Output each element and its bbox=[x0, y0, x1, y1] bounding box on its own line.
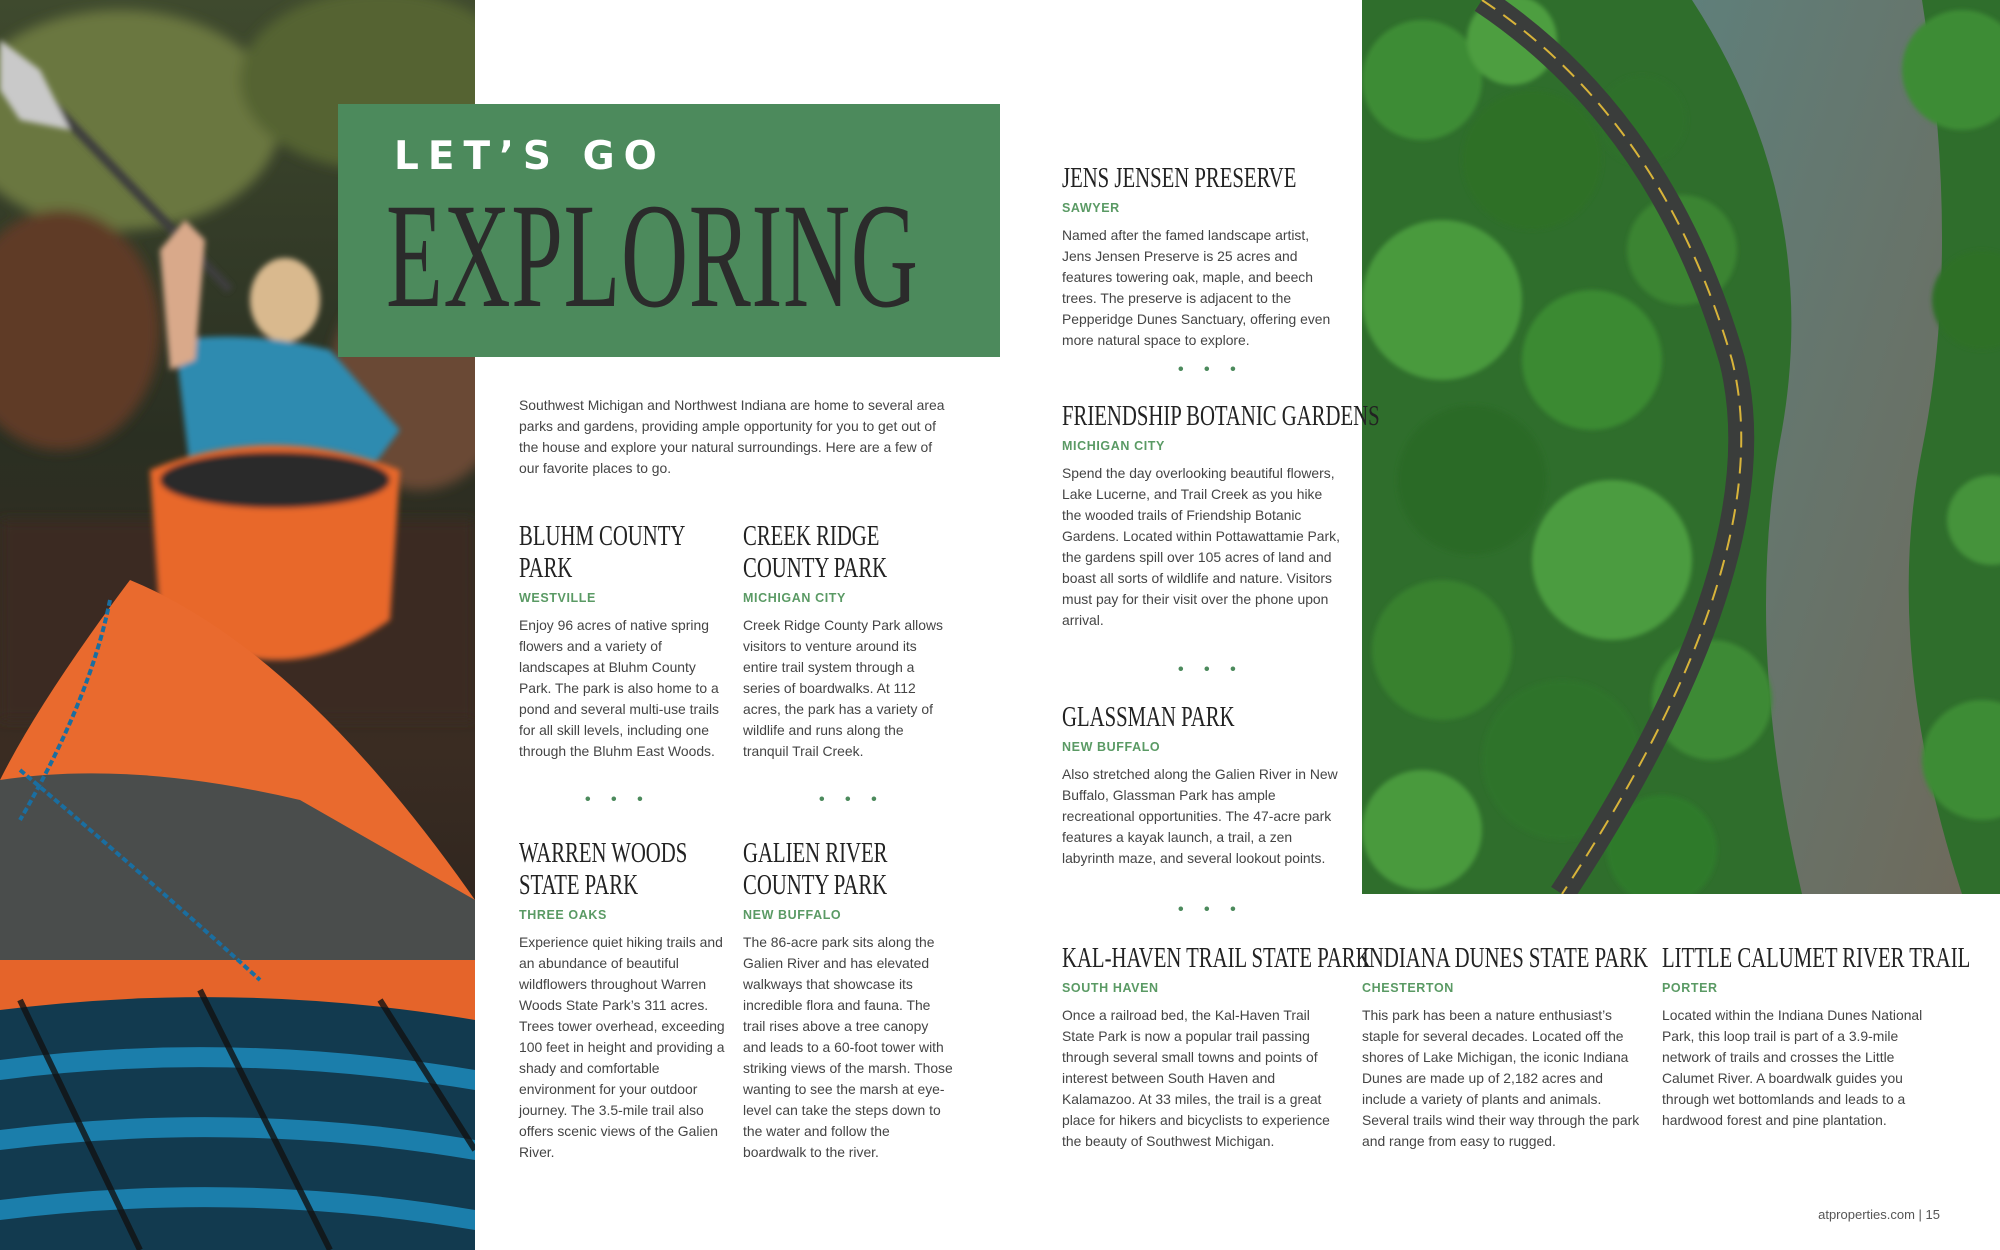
intro-paragraph: Southwest Michigan and Northwest Indiana are home to several area parks and gardens, providing ample opportunity for you to get out of the house and explore your natural surroundings. Here are a few of our favorite places to go. bbox=[519, 397, 945, 476]
park-description: This park has been a nature enthusiast’s staple for several decades. Located off the shores of Lake Michigan, the iconic Indiana Dunes are made up of 2,182 acres and include a variety of plants and animals. Several trails wind their way through the park and range from easy to rugged. bbox=[1362, 1007, 1640, 1149]
park-location: MICHIGAN CITY bbox=[743, 591, 846, 605]
park-title: GALIEN RIVER COUNTY PARK bbox=[743, 838, 888, 901]
separator-dots: • • • bbox=[819, 791, 885, 808]
park-location: NEW BUFFALO bbox=[1062, 740, 1161, 754]
park-description: Located within the Indiana Dunes National Park, this loop trail is part of a 3.9-mile network of trails and crosses the Little Calumet River. A boardwalk guides you through wet bottomlands and leads to a hardwood forest and pine plantation. bbox=[1662, 1007, 1923, 1128]
park-location: SOUTH HAVEN bbox=[1062, 981, 1159, 995]
park-entry-bluhm bbox=[519, 521, 729, 762]
park-description: Enjoy 96 acres of native spring flowers and a variety of landscapes at Bluhm County Park. The park is also home to a pond and several multi-use trails for all skill levels, including one through the Bluhm East Woods. bbox=[519, 617, 719, 759]
park-entry-friendship-botanic bbox=[1062, 401, 1380, 631]
park-description: Creek Ridge County Park allows visitors to venture around its entire trail system through a series of boardwalks. At 112 acres, the park has a variety of wildlife and runs along the tranquil Trail Creek. bbox=[743, 617, 943, 759]
park-location: CHESTERTON bbox=[1362, 981, 1454, 995]
separator-dots: • • • bbox=[585, 791, 651, 808]
page-footer: atproperties.com | 15 bbox=[1818, 1207, 1940, 1222]
park-location: WESTVILLE bbox=[519, 591, 596, 605]
park-title: GLASSMAN PARK bbox=[1062, 702, 1235, 733]
park-title: BLUHM COUNTY PARK bbox=[519, 521, 685, 584]
park-entry-warren-woods bbox=[519, 838, 729, 1163]
park-description: Also stretched along the Galien River in New Buffalo, Glassman Park has ample recreational opportunities. The 47-acre park features a kayak launch, a trail, a zen labyrinth maze, and several lookout points. bbox=[1062, 766, 1338, 866]
separator-dots: • • • bbox=[1178, 361, 1244, 378]
separator-dots: • • • bbox=[1178, 661, 1244, 678]
park-entry-galien-river bbox=[743, 838, 953, 1163]
title-banner bbox=[338, 104, 1000, 357]
park-location: THREE OAKS bbox=[519, 908, 607, 922]
park-location: MICHIGAN CITY bbox=[1062, 439, 1165, 453]
park-entry-little-calumet bbox=[1662, 943, 1971, 1131]
park-entry-indiana-dunes bbox=[1362, 943, 1648, 1152]
park-location: NEW BUFFALO bbox=[743, 908, 842, 922]
park-title: FRIENDSHIP BOTANIC GARDENS bbox=[1062, 401, 1380, 432]
park-description: Experience quiet hiking trails and an abundance of beautiful wildflowers throughout Warren Woods State Park’s 311 acres. Trees tower overhead, exceeding 100 feet in height and providing a shady and comfortable environment for your outdoor journey. The 3.5-mile trail also offers scenic views of the Galien River. bbox=[519, 934, 725, 1160]
park-title: LITTLE CALUMET RIVER TRAIL bbox=[1662, 943, 1971, 974]
park-entry-glassman bbox=[1062, 702, 1342, 869]
park-title: INDIANA DUNES STATE PARK bbox=[1362, 943, 1648, 974]
park-description: Once a railroad bed, the Kal-Haven Trail State Park is now a popular trail passing through several small towns and points of interest between South Haven and Kalamazoo. At 33 miles, the trail is a great place for hikers and bicyclists to experience the beauty of Southwest Michigan. bbox=[1062, 1007, 1330, 1149]
aerial-forest-photo bbox=[1362, 0, 2000, 894]
park-title: WARREN WOODS STATE PARK bbox=[519, 838, 688, 901]
separator-dots: • • • bbox=[1178, 901, 1244, 918]
park-location: PORTER bbox=[1662, 981, 1718, 995]
park-description: The 86-acre park sits along the Galien River and has elevated walkways that showcase its incredible flora and fauna. The trail rises above a tree canopy and leads to a 60-foot tower with striking views of the marsh. Those wanting to see the marsh at eye-level can take the steps down to the water and follow the boardwalk to the river. bbox=[743, 934, 953, 1160]
park-title: KAL-HAVEN TRAIL STATE PARK bbox=[1062, 943, 1371, 974]
page-title: EXPLORING bbox=[386, 173, 919, 339]
park-entry-jens-jensen bbox=[1062, 163, 1342, 351]
park-entry-creek-ridge bbox=[743, 521, 953, 762]
park-description: Spend the day overlooking beautiful flowers, Lake Lucerne, and Trail Creek as you hike the wooded trails of Friendship Botanic Gardens. Located within Pottawattamie Park, the gardens spill over 105 acres of land and boast all sorts of wildlife and nature. Visitors must pay for their visit over the phone upon arrival. bbox=[1062, 465, 1340, 628]
park-location: SAWYER bbox=[1062, 201, 1120, 215]
title-kicker: LET’S GO bbox=[394, 134, 666, 179]
park-entry-kal-haven bbox=[1062, 943, 1371, 1152]
park-title: JENS JENSEN PRESERVE bbox=[1062, 163, 1297, 194]
park-description: Named after the famed landscape artist, Jens Jensen Preserve is 25 acres and features towering oak, maple, and beech trees. The preserve is adjacent to the Pepperidge Dunes Sanctuary, offering even more natural space to explore. bbox=[1062, 227, 1331, 348]
park-title: CREEK RIDGE COUNTY PARK bbox=[743, 521, 888, 584]
